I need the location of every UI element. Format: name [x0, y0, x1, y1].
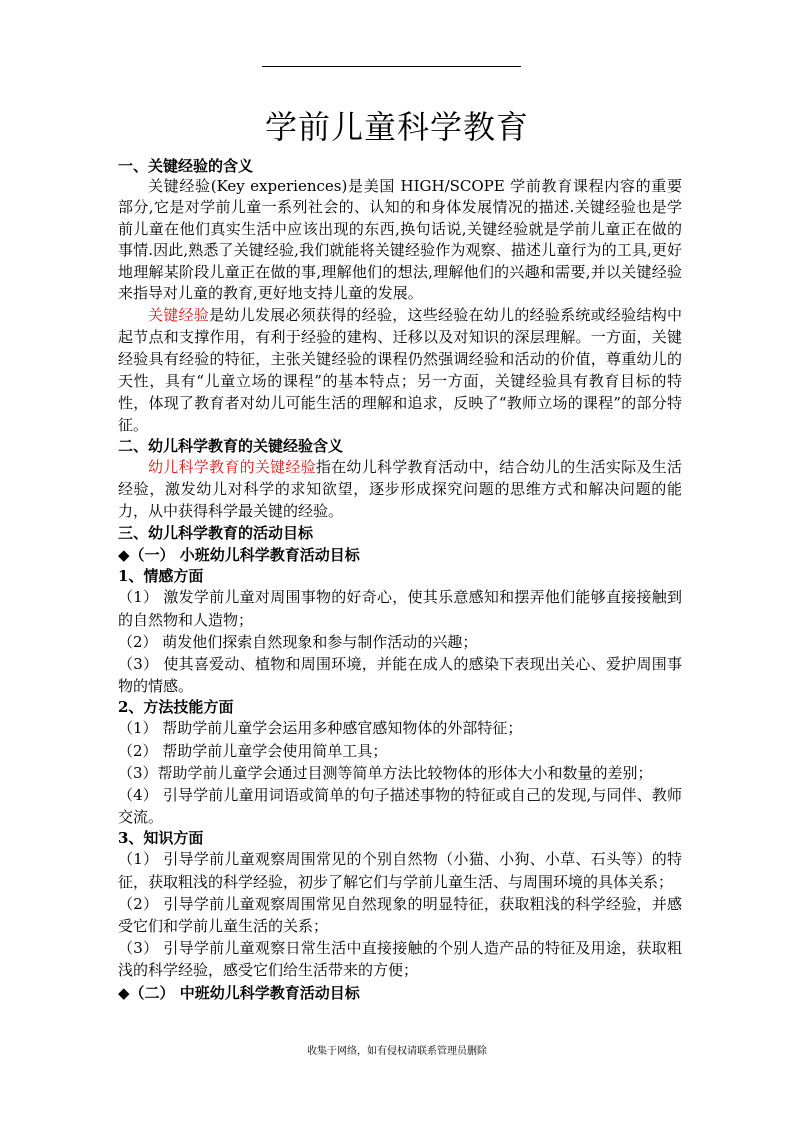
section-2-paragraph-text: 指在幼儿科学教育活动中，结合幼儿的生活实际及生活经验，激发幼儿对科学的求知欲望，逐步形成探究问题的思维方式和解决问题的能力，从中获得科学最关键的经验。: [118, 458, 682, 521]
section-1-paragraph-1: 关键经验(Key experiences)是美国 HIGH/SCOPE 学前教育课程内容的重要部分,它是对学前儿童一系列社会的、认知的和身体发展情况的描述.关键经验也是学前儿童在他们真实生活中应该出现的东西,换句话说,关键经验就是学前儿童正在做的事情.因此,熟悉了关键经验,我们就能将关键经验作为观察、描述儿童行为的工具,更好地理解某阶段儿童正在做的事,理解他们的想法,理解他们的兴趣和需要,并以关键经验来指导对儿童的教育,更好地支持儿童的发展。: [118, 177, 682, 303]
skills-heading: 2、方法技能方面: [118, 698, 234, 717]
page-footer: 收集于网络，如有侵权请联系管理员删除: [307, 1046, 487, 1057]
knowledge-item: （1） 引导学前儿童观察周围常见的个别自然物（小猫、小狗、小草、石头等）的特征，获取粗浅的科学经验，初步了解它们与学前儿童生活、与周围环境的具体关系；: [118, 850, 682, 891]
subsection-small-class-heading: ◆（一） 小班幼儿科学教育活动目标: [118, 546, 360, 565]
science-key-experience-term: 幼儿科学教育的关键经验: [148, 458, 316, 477]
knowledge-heading: 3、知识方面: [118, 829, 204, 848]
skills-item: （1） 帮助学前儿童学会运用多种感官感知物体的外部特征；: [118, 719, 523, 738]
header-rule: [262, 66, 521, 67]
knowledge-item: （3） 引导学前儿童观察日常生活中直接接触的个别人造产品的特征及用途，获取粗浅的科学经验，感受它们给生活带来的方便；: [118, 939, 682, 980]
section-1-paragraph-2-text: 是幼儿发展必须获得的经验，这些经验在幼儿的经验系统或经验结构中起节点和支撑作用，有利于经验的建构、迁移以及对知识的深层理解。一方面，关键经验具有经验的特征，主张关键经验的课程仍然强调经验和活动的价值，尊重幼儿的天性，具有“儿童立场的课程”的基本特点；另一方面，关键经验具有教育目标的特性，体现了教育者对幼儿可能生活的理解和追求，反映了“教师立场的课程”的部分特征。: [118, 306, 682, 435]
section-2-heading: 二、幼儿科学教育的关键经验含义: [118, 437, 344, 456]
section-3-heading: 三、幼儿科学教育的活动目标: [118, 524, 314, 543]
section-1-paragraph-2: [118, 304, 682, 436]
emotion-heading: 1、情感方面: [118, 567, 204, 586]
skills-item: （2） 帮助学前儿童学会使用简单工具；: [118, 741, 388, 760]
skills-item: （4） 引导学前儿童用词语或简单的句子描述事物的特征或自己的发现,与同伴、教师交流。: [118, 786, 682, 827]
subsection-middle-class-heading: ◆（二） 中班幼儿科学教育活动目标: [118, 983, 360, 1002]
key-experience-term: 关键经验: [148, 306, 210, 325]
skills-item: （3）帮助学前儿童学会通过目测等简单方法比较物体的形体大小和数量的差别；: [118, 763, 653, 782]
document-body: [118, 156, 682, 1004]
section-1-heading: 一、关键经验的含义: [118, 157, 254, 175]
emotion-item: （1） 激发学前儿童对周围事物的好奇心，使其乐意感知和摆弄他们能够直接接触到的自然物和人造物；: [118, 588, 682, 629]
emotion-item: （3） 使其喜爱动、植物和周围环境，并能在成人的感染下表现出关心、爱护周围事物的情感。: [118, 655, 682, 696]
document-title: 学前儿童科学教育: [264, 108, 529, 146]
section-2-paragraph: [118, 456, 682, 522]
knowledge-item: （2） 引导学前儿童观察周围常见自然现象的明显特征，获取粗浅的科学经验，并感受它们和学前儿童生活的关系；: [118, 894, 682, 936]
emotion-item: （2） 萌发他们探索自然现象和参与制作活动的兴趣；: [118, 632, 478, 651]
